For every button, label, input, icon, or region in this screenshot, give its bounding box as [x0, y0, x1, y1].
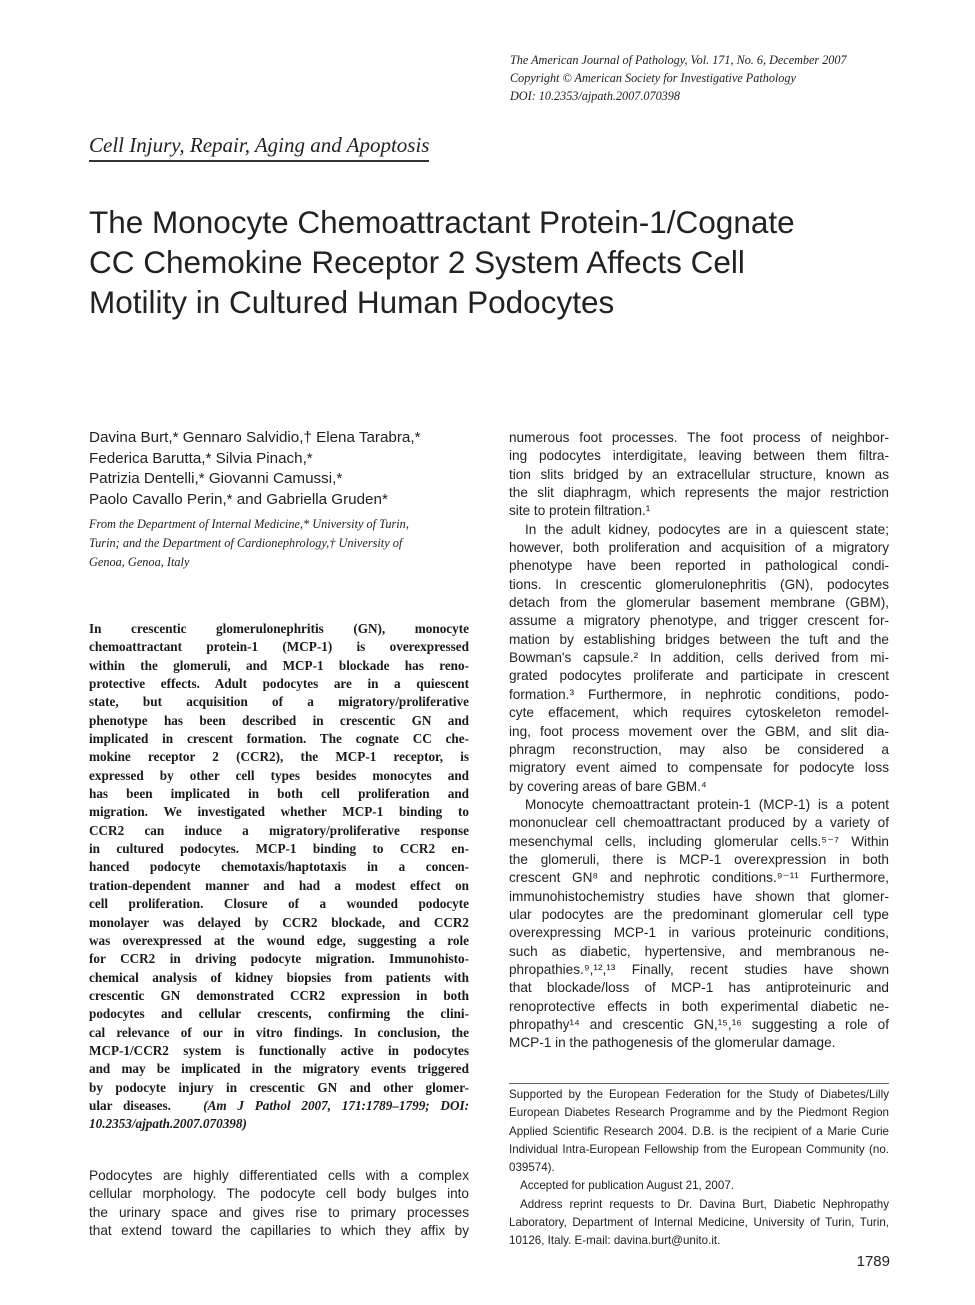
affiliation-line: From the Department of Internal Medicine,* University of Turin,	[89, 517, 409, 531]
abstract-line: crescentic GN demonstrated CCR2 expression in both	[89, 987, 469, 1003]
body-line: grated podocytes proliferate and participate in crescent	[509, 668, 889, 684]
affiliation	[89, 515, 474, 572]
footnote-line: 039574).	[509, 1161, 555, 1175]
abstract-line: podocytes and cellular crescents, confirming the clini-	[89, 1006, 469, 1022]
abstract-line: ular diseases.	[89, 1097, 171, 1113]
abstract-line: migration. We investigated whether MCP-1 binding to	[89, 804, 469, 820]
abstract	[89, 620, 469, 1134]
abstract-line: CCR2 can induce a migratory/proliferative response	[89, 822, 469, 838]
abstract-line: expressed by other cell types besides monocytes and	[89, 767, 469, 783]
body-line: phropathies.⁹,¹²,¹³ Finally, recent studies have shown	[509, 961, 889, 977]
body-line: assume a migratory phenotype, and trigger crescent for-	[509, 613, 889, 629]
body-line: migratory event aimed to compensate for podocyte loss	[509, 760, 889, 776]
body-line: phropathy¹⁴ and crescentic GN,¹⁵,¹⁶ suggesting a role of	[509, 1017, 889, 1032]
footnote-line: Applied Scientific Research 2004. D.B. is the recipient of a Marie Curie	[509, 1124, 889, 1138]
abstract-line: and may be implicated in the migratory events triggered	[89, 1061, 469, 1077]
body-line: Bowman's capsule.² In addition, cells derived from mi-	[509, 650, 889, 666]
abstract-line: MCP-1/CCR2 system is functionally active in podocytes	[89, 1042, 469, 1058]
footnote-line: Accepted for publication August 21, 2007.	[520, 1179, 734, 1193]
author-line: Davina Burt,* Gennaro Salvidio,† Elena Tarabra,*	[89, 429, 421, 446]
body-line: the slit diaphragm, which represents the major restriction	[509, 485, 889, 501]
page-number: 1789	[856, 1253, 890, 1270]
journal-header	[510, 51, 910, 105]
body-line: renoprotective effects in both experimental diabetic ne-	[509, 998, 889, 1014]
body-line: mesenchymal cells, including glomerular cells.⁵⁻⁷ Within	[509, 833, 889, 849]
footnote-line: Individual Intra-European Fellowship from the European Community (no.	[509, 1142, 889, 1156]
title-line: CC Chemokine Receptor 2 System Affects Cell	[89, 244, 745, 280]
body-line: ing, foot process movement over the GBM, and slit dia-	[509, 723, 889, 739]
title-line: The Monocyte Chemoattractant Protein-1/Cognate	[89, 204, 795, 240]
author-line: Federica Barutta,* Silvia Pinach,*	[89, 449, 313, 467]
author-list	[89, 428, 479, 510]
journal-copyright: Copyright © American Society for Investigative Pathology	[510, 71, 796, 85]
body-line: immunohistochemistry studies have shown that glomer-	[509, 888, 889, 904]
intro-left-column	[89, 1167, 469, 1240]
body-line: however, both proliferation and acquisition of a migratory	[509, 540, 889, 556]
footnote-line: Supported by the European Federation for the Study of Diabetes/Lilly	[509, 1088, 889, 1101]
body-line: phragm reconstruction, may also be considered a	[509, 741, 889, 757]
body-line: phenotype have been reported in pathological condi-	[509, 558, 889, 574]
body-line: ing podocytes interdigitate, leaving between them filtra-	[509, 448, 889, 464]
abstract-line: monolayer was delayed by CCR2 blockade, and CCR2	[89, 914, 469, 930]
footnote-line: Laboratory, Department of Internal Medicine, University of Turin, Turin,	[509, 1216, 889, 1230]
abstract-line: by podocyte injury in crescentic GN and other glomer-	[89, 1079, 469, 1095]
abstract-line: chemoattractant protein-1 (MCP-1) is overexpressed	[89, 639, 469, 655]
abstract-line: tration-dependent manner and had a modest effect on	[89, 877, 469, 893]
abstract-line: for CCR2 in driving podocyte migration. Immunohisto-	[89, 951, 469, 967]
body-line: Podocytes are highly differentiated cells with a complex	[89, 1168, 469, 1183]
affiliation-line: Turin; and the Department of Cardionephrology,† University of	[89, 536, 403, 550]
abstract-line: mokine receptor 2 (CCR2), the MCP-1 receptor, is	[89, 749, 469, 765]
abstract-line: In crescentic glomerulonephritis (GN), monocyte	[89, 621, 469, 636]
body-line: tions. In crescentic glomerulonephritis (GN), podocytes	[509, 576, 889, 592]
body-line: tion slits bridged by an extracellular structure, known as	[509, 466, 889, 482]
body-line: that blockade/loss of MCP-1 has antiproteinuric and	[509, 980, 889, 996]
abstract-citation-doi: 10.2353/ajpath.2007.070398)	[89, 1116, 247, 1132]
body-line: that extend toward the capillaries to which they affix by	[89, 1223, 469, 1239]
footnote-line: 10126, Italy. E-mail: davina.burt@unito.it.	[509, 1234, 721, 1248]
body-line: cellular morphology. The podocyte cell body bulges into	[89, 1186, 469, 1202]
author-line: Patrizia Dentelli,* Giovanni Camussi,*	[89, 470, 343, 487]
body-line: MCP-1 in the pathogenesis of the glomerular damage.	[509, 1035, 836, 1051]
intro-right-column	[509, 429, 889, 1053]
abstract-line: chemical analysis of kidney biopsies from patients with	[89, 969, 469, 985]
section-heading: Cell Injury, Repair, Aging and Apoptosis	[89, 131, 429, 162]
abstract-line: implicated in crescent formation. The cognate CC che-	[89, 731, 469, 747]
journal-citation: The American Journal of Pathology, Vol. 171, No. 6, December 2007	[510, 53, 847, 67]
body-line: crescent GN⁸ and nephrotic conditions.⁹⁻¹¹ Furthermore,	[509, 870, 889, 886]
article-title	[89, 202, 899, 322]
abstract-line: in cultured podocytes. MCP-1 binding to CCR2 en-	[89, 841, 469, 857]
body-line: the urinary space and gives rise to primary processes	[89, 1204, 469, 1220]
body-line: In the adult kidney, podocytes are in a quiescent state;	[525, 521, 889, 537]
journal-doi: DOI: 10.2353/ajpath.2007.070398	[510, 89, 680, 103]
abstract-line: cal relevance of our in vitro findings. In conclusion, the	[89, 1024, 469, 1040]
abstract-line: was overexpressed at the wound edge, suggesting a role	[89, 932, 469, 948]
footnote-line: Address reprint requests to Dr. Davina Burt, Diabetic Nephropathy	[520, 1197, 889, 1211]
abstract-line: cell proliferation. Closure of a wounded podocyte	[89, 896, 469, 912]
title-line: Motility in Cultured Human Podocytes	[89, 284, 615, 320]
body-line: mation by establishing bridges between the tuft and the	[509, 631, 889, 647]
body-line: Monocyte chemoattractant protein-1 (MCP-1) is a potent	[525, 796, 889, 812]
body-line: site to protein filtration.¹	[509, 503, 651, 519]
footnote-line: European Diabetes Research Programme and by the Piedmont Region	[509, 1106, 889, 1120]
abstract-line: hanced podocyte chemotaxis/haptotaxis in a concen-	[89, 859, 469, 875]
abstract-citation: (Am J Pathol 2007, 171:1789–1799; DOI:	[203, 1097, 469, 1113]
body-line: mononuclear cell chemoattractant produced by a variety of	[509, 815, 889, 831]
abstract-line-with-citation	[89, 1097, 469, 1115]
body-line: formation.³ Furthermore, in nephrotic conditions, podo-	[509, 686, 889, 702]
body-line: by covering areas of bare GBM.⁴	[509, 778, 707, 794]
body-line: ular podocytes are the predominant glomerular cell type	[509, 906, 889, 922]
affiliation-line: Genoa, Genoa, Italy	[89, 555, 190, 569]
abstract-line: phenotype has been described in crescentic GN and	[89, 712, 469, 728]
body-line: the glomeruli, there is MCP-1 overexpression in both	[509, 851, 889, 867]
abstract-line: state, but acquisition of a migratory/proliferative	[89, 694, 469, 710]
abstract-line: has been implicated in both cell proliferation and	[89, 786, 469, 802]
abstract-line: within the glomeruli, and MCP-1 blockade has reno-	[89, 657, 469, 673]
body-line: such as diabetic, hypertensive, and membranous ne-	[509, 943, 889, 959]
abstract-line: protective effects. Adult podocytes are in a quiescent	[89, 676, 469, 692]
body-line: numerous foot processes. The foot process of neighbor-	[509, 430, 889, 445]
author-line: Paolo Cavallo Perin,* and Gabriella Gruden*	[89, 490, 388, 508]
body-line: cyte effacement, which requires cytoskeleton remodel-	[509, 705, 889, 721]
body-line: detach from the glomerular basement membrane (GBM),	[509, 595, 889, 611]
body-line: overexpressing MCP-1 in various proteinuric conditions,	[509, 925, 889, 941]
footnotes	[509, 1083, 889, 1251]
